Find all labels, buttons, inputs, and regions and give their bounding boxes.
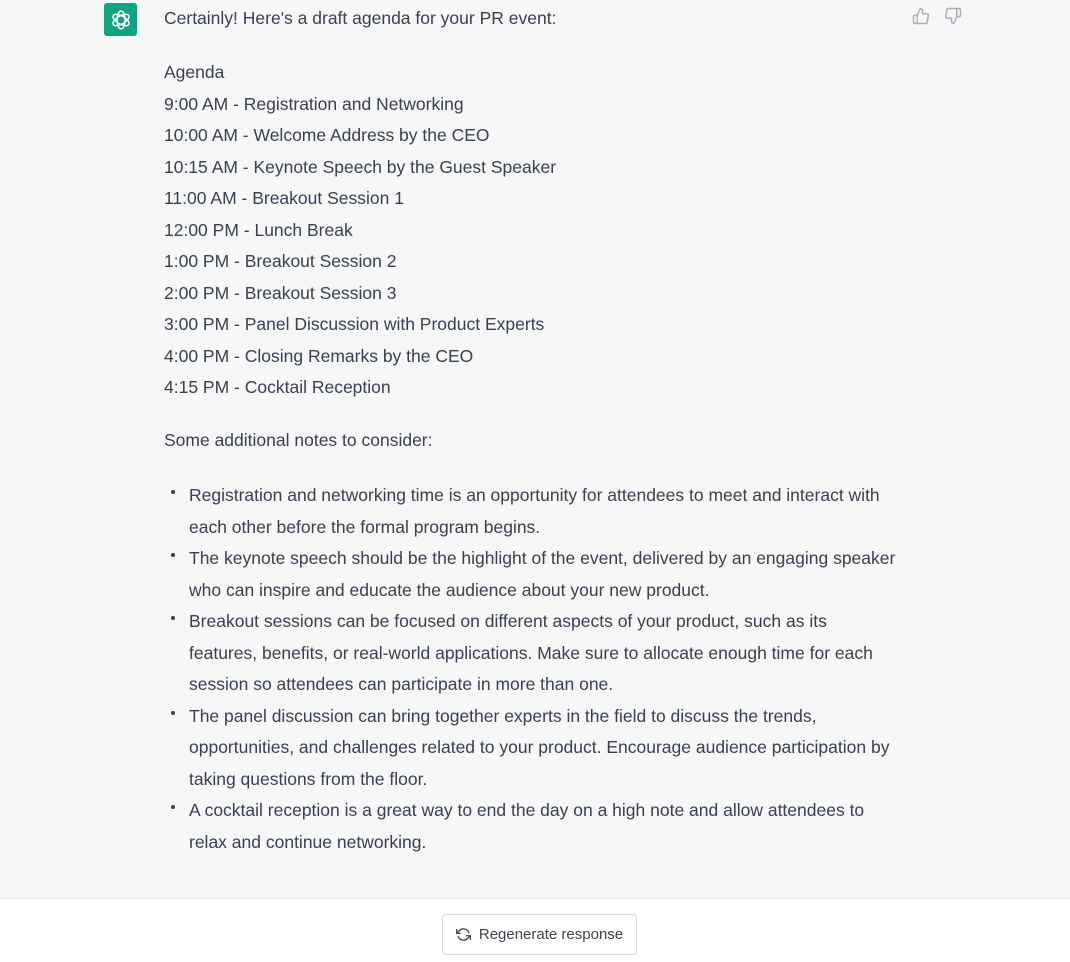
agenda-item: 10:15 AM - Keynote Speech by the Guest Speaker bbox=[164, 156, 557, 177]
list-item: Breakout sessions can be focused on different aspects of your product, such as its features, benefits, or real-world applications. Make sure to allocate enough time for each session so attendees can participate in more than one. bbox=[164, 606, 899, 701]
list-item: A cocktail reception is a great way to end the day on a high note and allow attendees to relax and continue networking. bbox=[164, 795, 899, 858]
thumbs-down-button[interactable] bbox=[943, 6, 963, 26]
regenerate-label: Regenerate response bbox=[478, 926, 624, 943]
agenda-item: 4:00 PM - Closing Remarks by the CEO bbox=[164, 345, 474, 366]
notes-heading: Some additional notes to consider: bbox=[164, 430, 433, 450]
thumbs-up-button[interactable] bbox=[911, 6, 931, 26]
agenda-item: 4:15 PM - Cocktail Reception bbox=[164, 377, 391, 397]
agenda-item: 9:00 AM - Registration and Networking bbox=[164, 93, 464, 114]
refresh-icon bbox=[456, 927, 471, 942]
agenda-block bbox=[164, 57, 556, 404]
message-intro: Certainly! Here's a draft agenda for your PR event: bbox=[164, 8, 557, 28]
thumbs-up-icon bbox=[912, 7, 930, 25]
list-item: Registration and networking time is an opportunity for attendees to meet and interact with each other before the formal program begins. bbox=[164, 480, 899, 543]
agenda-item: 12:00 PM - Lunch Break bbox=[164, 219, 353, 240]
agenda-item: 10:00 AM - Welcome Address by the CEO bbox=[164, 125, 490, 145]
list-item: The panel discussion can bring together experts in the field to discuss the trends, opportunities, and challenges related to your product. Encourage audience participation by taking questions from the floor. bbox=[164, 701, 899, 796]
agenda-item: 11:00 AM - Breakout Session 1 bbox=[164, 188, 404, 208]
agenda-item: 1:00 PM - Breakout Session 2 bbox=[164, 251, 397, 271]
list-item: The keynote speech should be the highlight of the event, delivered by an engaging speaker who can inspire and educate the audience about your new product. bbox=[164, 543, 899, 606]
input-footer bbox=[0, 898, 1070, 962]
regenerate-response-button[interactable] bbox=[442, 914, 637, 955]
openai-logo-icon bbox=[109, 8, 133, 32]
agenda-item: 2:00 PM - Breakout Session 3 bbox=[164, 282, 397, 303]
notes-list bbox=[164, 480, 899, 858]
agenda-title: Agenda bbox=[164, 62, 225, 82]
thumbs-down-icon bbox=[944, 7, 962, 25]
chatgpt-avatar bbox=[104, 3, 137, 36]
agenda-item: 3:00 PM - Panel Discussion with Product Experts bbox=[164, 314, 545, 334]
